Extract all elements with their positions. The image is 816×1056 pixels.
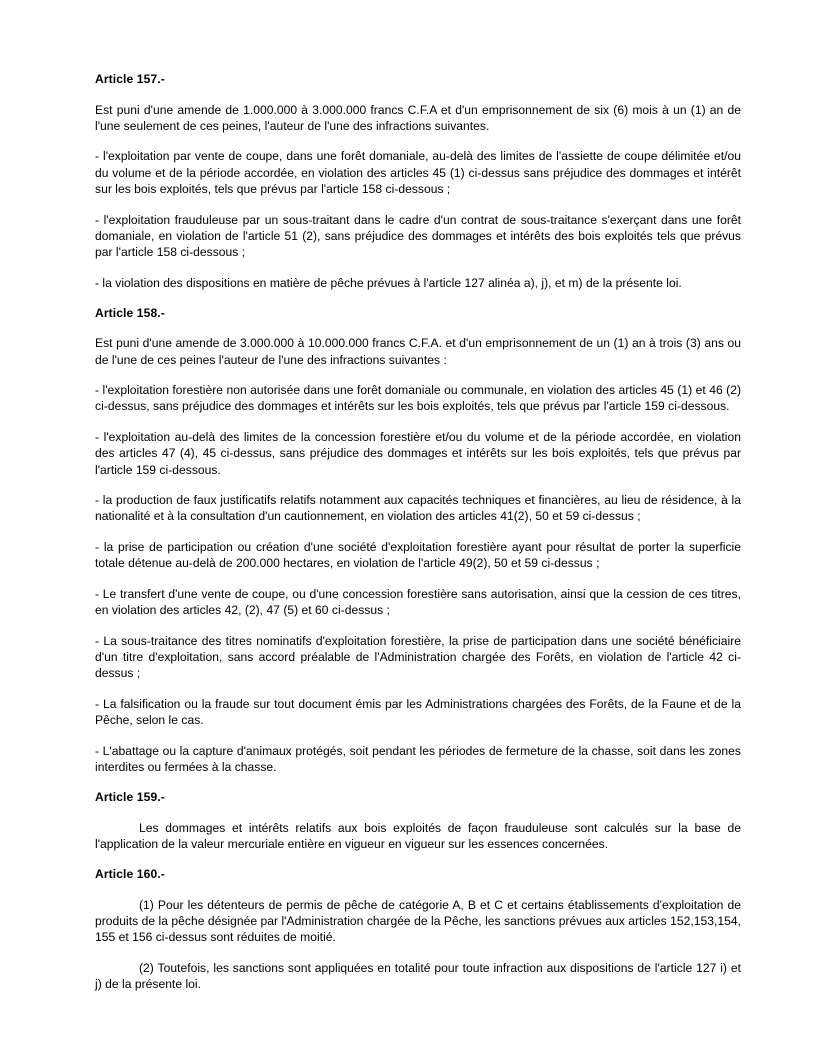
article-158-item-1: - l'exploitation forestière non autorisée dans une forêt domaniale ou communale, en violation des articles 45 (1) et 46 (2) ci-dessus, sans préjudice des dommages et intérêts sur les bois exploités, tels que prévus par l'article 159 ci-dessous.	[95, 383, 741, 414]
article-158-item-2: - l'exploitation au-delà des limites de la concession forestière et/ou du volume et de la période accordée, en violation des articles 47 (4), 45 ci-dessus, sans préjudice des dommages et intérêts sur les bois exploités, tels que prévus par l'article 159 ci-dessous.	[95, 430, 741, 477]
article-160-clause-2: (2) Toutefois, les sanctions sont appliquées en totalité pour toute infraction aux dispositions de l'article 127 i) et j) de la présente loi.	[95, 960, 741, 992]
article-158-item-8: - L'abattage ou la capture d'animaux protégés, soit pendant les périodes de fermeture de la chasse, soit dans les zones interdites ou fermées à la chasse.	[95, 743, 741, 775]
article-159-paragraph: Les dommages et intérêts relatifs aux bois exploités de façon frauduleuse sont calculés sur la base de l'application de la valeur mercuriale entière en vigueur en vigueur sur les essences concernées.	[95, 820, 741, 852]
article-158-item-5: - Le transfert d'une vente de coupe, ou d'une concession forestière sans autorisation, ainsi que la cession de ces titres, en violation des articles 42, (2), 47 (5) et 60 ci-dessus ;	[95, 587, 741, 618]
article-160-heading: Article 160.-	[95, 867, 165, 882]
article-157-item-1: - l'exploitation par vente de coupe, dans une forêt domaniale, au-delà des limites de l'assiette de coupe délimitée et/ou du volume et de la période accordée, en violation des articles 45 (1) ci-dessus sans préjudice des dommages et intérêt sur les bois exploités, tels que prévus par l'article 158 ci-dessous ;	[95, 149, 741, 196]
article-158-item-7: - La falsification ou la fraude sur tout document émis par les Administrations chargées des Forêts, de la Faune et de la Pêche, selon le cas.	[95, 697, 741, 728]
article-158-item-4: - la prise de participation ou création d'une société d'exploitation forestière ayant pour résultat de porter la superficie totale détenue au-delà de 200.000 hectares, en violation de l'article 49(2), 50 et 59 ci-dessus ;	[95, 540, 741, 571]
article-160-clause-1: (1) Pour les détenteurs de permis de pêche de catégorie A, B et C et certains établissements d'exploitation de produits de la pêche désignée par l'Administration chargée de la Pêche, les sanctions prévues aux articles 152,153,154, 155 et 156 ci-dessus sont réduites de moitié.	[95, 897, 741, 945]
article-157-item-2: - l'exploitation frauduleuse par un sous-traitant dans le cadre d'un contrat de sous-traitance s'exerçant dans une forêt domaniale, en violation de l'article 51 (2), sans préjudice des dommages et intérêts des bois exploités tels que prévus par l'article 158 ci-dessous ;	[95, 212, 741, 259]
article-159-heading: Article 159.-	[95, 790, 165, 805]
article-158-item-6: - La sous-traitance des titres nominatifs d'exploitation forestière, la prise de participation dans une société bénéficiaire d'un titre d'exploitation, sans accord préalable de l'Administration chargée des Forêts, en violation de l'article 42 ci-dessus ;	[95, 633, 741, 681]
document-body	[95, 72, 741, 992]
article-158-intro-paragraph: Est puni d'une amende de 3.000.000 à 10.000.000 francs C.F.A. et d'un emprisonnement de un (1) an à trois (3) ans ou de l'une de ces peines l'auteur de l'une des infractions suivantes :	[95, 336, 741, 367]
article-157-heading: Article 157.-	[95, 72, 165, 86]
article-157-intro-paragraph: Est puni d'une amende de 1.000.000 à 3.000.000 francs C.F.A et d'un emprisonnement de six (6) mois à un (1) an de l'une seulement de ces peines, l'auteur de l'une des infractions suivantes.	[95, 102, 741, 133]
article-157-item-3: - la violation des dispositions en matière de pêche prévues à l'article 127 alinéa a), j), et m) de la présente loi.	[95, 275, 682, 290]
article-158-item-3: - la production de faux justificatifs relatifs notamment aux capacités techniques et financières, au lieu de résidence, à la nationalité et à la consultation d'un cautionnement, en violation des articles 41(2), 50 et 59 ci-dessus ;	[95, 493, 741, 524]
article-158-heading: Article 158.-	[95, 305, 165, 320]
